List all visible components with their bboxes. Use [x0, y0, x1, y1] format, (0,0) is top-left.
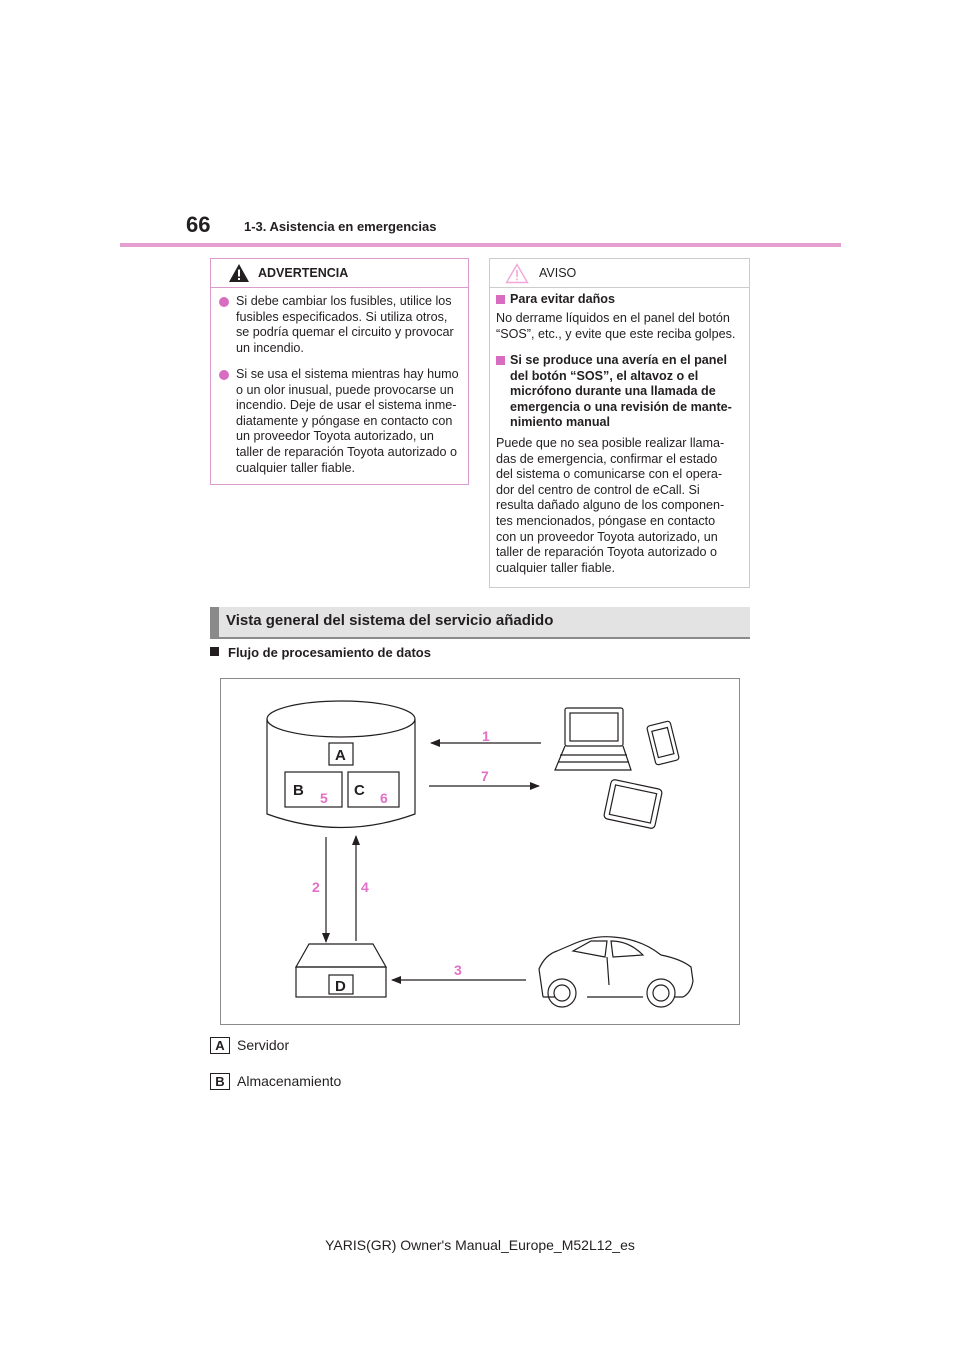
bullet-dot-icon	[219, 370, 229, 380]
smartphone-icon	[647, 721, 680, 766]
square-bullet-icon	[496, 295, 505, 304]
notice-heading-text: Si se produce una avería en el panel del botón “SOS”, el altavoz o el micrófono durante una llamada de emergencia o una revisión de mante- nimiento manual	[510, 353, 732, 430]
laptop-icon	[555, 708, 631, 770]
label-c: C	[354, 782, 365, 799]
step-3: 3	[454, 962, 462, 978]
bullet-dot-icon	[219, 297, 229, 307]
notice-body: Puede que no sea posible realizar llama- das de emergencia, confirmar el estado del sistema o comunicarse con el opera- dor del centro de control de eCall. Si resulta dañado alguno de los componen- tes mencionados, póngase en contacto con un proveedor Toyota autorizado, un taller de reparación Toyota autorizado o cualquier taller fiable.	[496, 436, 725, 575]
notice-title: AVISO	[539, 266, 577, 280]
tablet-icon	[603, 779, 662, 829]
notice-box	[489, 258, 750, 588]
caution-triangle-icon	[505, 263, 529, 284]
step-2: 2	[312, 879, 320, 895]
step-4: 4	[361, 879, 369, 895]
legend-label: Servidor	[237, 1037, 290, 1053]
warning-triangle-icon	[228, 263, 250, 283]
step-1: 1	[482, 728, 490, 744]
server-cylinder-icon	[267, 701, 415, 828]
step-6: 6	[380, 790, 388, 806]
label-a: A	[335, 747, 346, 764]
legend-key: A	[210, 1037, 230, 1054]
legend-item	[210, 1037, 410, 1057]
warning-title: ADVERTENCIA	[258, 266, 349, 280]
notice-heading-text: Para evitar daños	[510, 292, 615, 306]
section-band-title: Vista general del sistema del servicio añadido	[226, 612, 554, 629]
flow-heading-text: Flujo de procesamiento de datos	[228, 645, 431, 660]
section-title: 1-3. Asistencia en emergencias	[244, 219, 437, 234]
step-5: 5	[320, 790, 328, 806]
warning-item-text: Si debe cambiar los fusibles, utilice los fusibles especificados. Si utiliza otros, se podría quemar el circuito y provocar un incendio.	[236, 294, 454, 355]
car-icon	[539, 937, 693, 1007]
notice-body: No derrame líquidos en el panel del botón “SOS”, etc., y evite que este reciba golpes.	[496, 311, 736, 341]
diagram-canvas	[221, 679, 739, 1024]
warning-box	[210, 258, 469, 485]
section-band	[210, 607, 750, 639]
header-rule	[120, 243, 841, 247]
legend-key: B	[210, 1073, 230, 1090]
notice-header	[490, 259, 749, 288]
legend-item	[210, 1073, 410, 1093]
band-accent-bar	[210, 607, 219, 637]
warning-item-text: Si se usa el sistema mientras hay humo o un olor inusual, puede provocarse un incendio. Deje de usar el sistema inme- diatamente y póngase en contacto con un proveedor Toyota autorizado, un taller de reparación Toyota autorizado o cualquier taller fiable.	[236, 367, 459, 475]
data-flow-diagram	[220, 678, 740, 1025]
step-7: 7	[481, 768, 489, 784]
square-bullet-icon	[496, 356, 505, 365]
label-d: D	[335, 978, 346, 995]
legend-label: Almacenamiento	[237, 1073, 342, 1089]
page-number: 66	[186, 212, 211, 237]
footer-manual-id: YARIS(GR) Owner's Manual_Europe_M52L12_es	[325, 1237, 635, 1253]
warning-header	[211, 259, 468, 288]
square-bullet-icon	[210, 647, 219, 656]
label-b: B	[293, 782, 304, 799]
